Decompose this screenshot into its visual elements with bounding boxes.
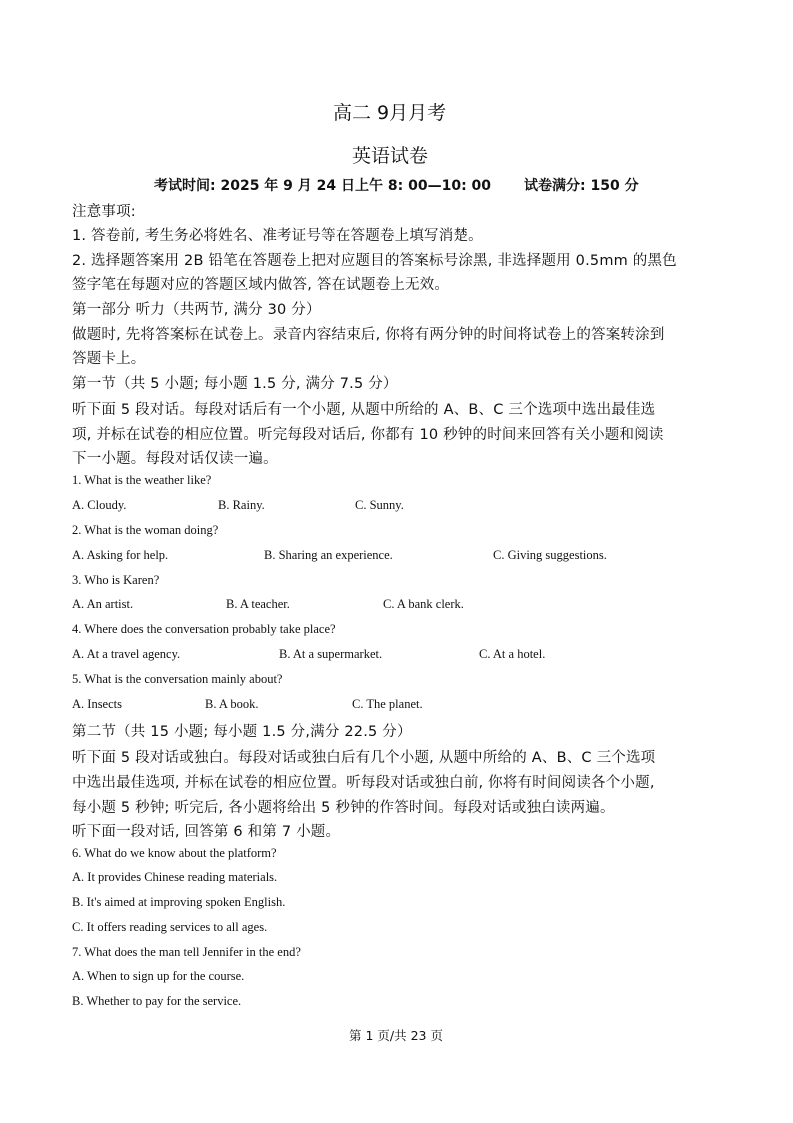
- option-a: A. An artist.: [72, 597, 134, 611]
- option-a: A. Cloudy.: [72, 498, 127, 512]
- exam-title: 高二 9月月考: [333, 102, 447, 124]
- section1-instruction-line-3: 下一小题。每段对话仅读一遍。: [72, 451, 278, 467]
- notes-heading: 注意事项:: [72, 204, 136, 220]
- option-b: B. A book.: [205, 697, 259, 711]
- option-a: A. Asking for help.: [72, 548, 169, 562]
- notes-item-2-line-1: 2. 选择题答案用 2B 铅笔在答题卷上把对应题目的答案标号涂黑, 非选择题用 0.5mm 的黑色: [72, 253, 677, 269]
- option-c: C. At a hotel.: [479, 647, 546, 661]
- section2-instruction-line-4: 听下面一段对话, 回答第 6 和第 7 小题。: [72, 824, 341, 840]
- section2-instruction-line-3: 每小题 5 秒钟; 听完后, 各小题将给出 5 秒钟的作答时间。每段对话或独白读两遍。: [72, 800, 615, 816]
- question-text: 1. What is the weather like?: [72, 473, 212, 487]
- question-text: 5. What is the conversation mainly about?: [72, 672, 283, 686]
- option-b: B. Whether to pay for the service.: [72, 994, 242, 1008]
- question-text: 4. Where does the conversation probably take place?: [72, 622, 336, 636]
- page-number: 第 1 页/共 23 页: [349, 1028, 443, 1043]
- section1-instruction-line-1: 听下面 5 段对话。每段对话后有一个小题, 从题中所给的 A、B、C 三个选项中选出最佳选: [72, 402, 656, 418]
- section2-heading: 第二节（共 15 小题; 每小题 1.5 分,满分 22.5 分）: [72, 724, 412, 740]
- option-b: B. At a supermarket.: [279, 647, 383, 661]
- option-a: A. Insects: [72, 697, 122, 711]
- exam-time: 考试时间: 2025 年 9 月 24 日上午 8: 00—10: 00: [154, 178, 492, 194]
- full-score: 试卷满分: 150 分: [524, 178, 639, 194]
- question-text: 7. What does the man tell Jennifer in the end?: [72, 945, 301, 959]
- section1-instruction-line-2: 项, 并标在试卷的相应位置。听完每段对话后, 你都有 10 秒钟的时间来回答有关小题和阅读: [72, 427, 664, 443]
- option-c: C. It offers reading services to all ages.: [72, 920, 268, 934]
- part1-instruction-line-1: 做题时, 先将答案标在试卷上。录音内容结束后, 你将有两分钟的时间将试卷上的答案转涂到: [72, 327, 665, 343]
- option-b: B. It's aimed at improving spoken English.: [72, 895, 286, 909]
- section2-instruction-line-2: 中选出最佳选项, 并标在试卷的相应位置。听每段对话或独白前, 你将有时间阅读各个小题,: [72, 775, 655, 791]
- question-text: 6. What do we know about the platform?: [72, 846, 277, 860]
- exam-subtitle: 英语试卷: [352, 145, 429, 167]
- part1-heading: 第一部分 听力（共两节, 满分 30 分）: [72, 302, 321, 318]
- notes-item-2-line-2: 签字笔在每题对应的答题区域内做答, 答在试题卷上无效。: [72, 277, 450, 293]
- option-c: C. Sunny.: [355, 498, 404, 512]
- option-a: A. It provides Chinese reading materials.: [72, 870, 278, 884]
- option-a: A. When to sign up for the course.: [72, 969, 245, 983]
- option-a: A. At a travel agency.: [72, 647, 181, 661]
- option-b: B. A teacher.: [226, 597, 290, 611]
- option-b: B. Rainy.: [218, 498, 265, 512]
- question-text: 3. Who is Karen?: [72, 573, 160, 587]
- option-c: C. The planet.: [352, 697, 423, 711]
- section1-heading: 第一节（共 5 小题; 每小题 1.5 分, 满分 7.5 分）: [72, 376, 398, 392]
- option-b: B. Sharing an experience.: [264, 548, 393, 562]
- part1-instruction-line-2: 答题卡上。: [72, 351, 146, 367]
- option-c: C. Giving suggestions.: [493, 548, 607, 562]
- section2-instruction-line-1: 听下面 5 段对话或独白。每段对话或独白后有几个小题, 从题中所给的 A、B、C 三个选项: [72, 750, 656, 766]
- option-c: C. A bank clerk.: [383, 597, 464, 611]
- question-text: 2. What is the woman doing?: [72, 523, 219, 537]
- notes-item-1: 1. 答卷前, 考生务必将姓名、准考证号等在答题卷上填写消楚。: [72, 228, 483, 244]
